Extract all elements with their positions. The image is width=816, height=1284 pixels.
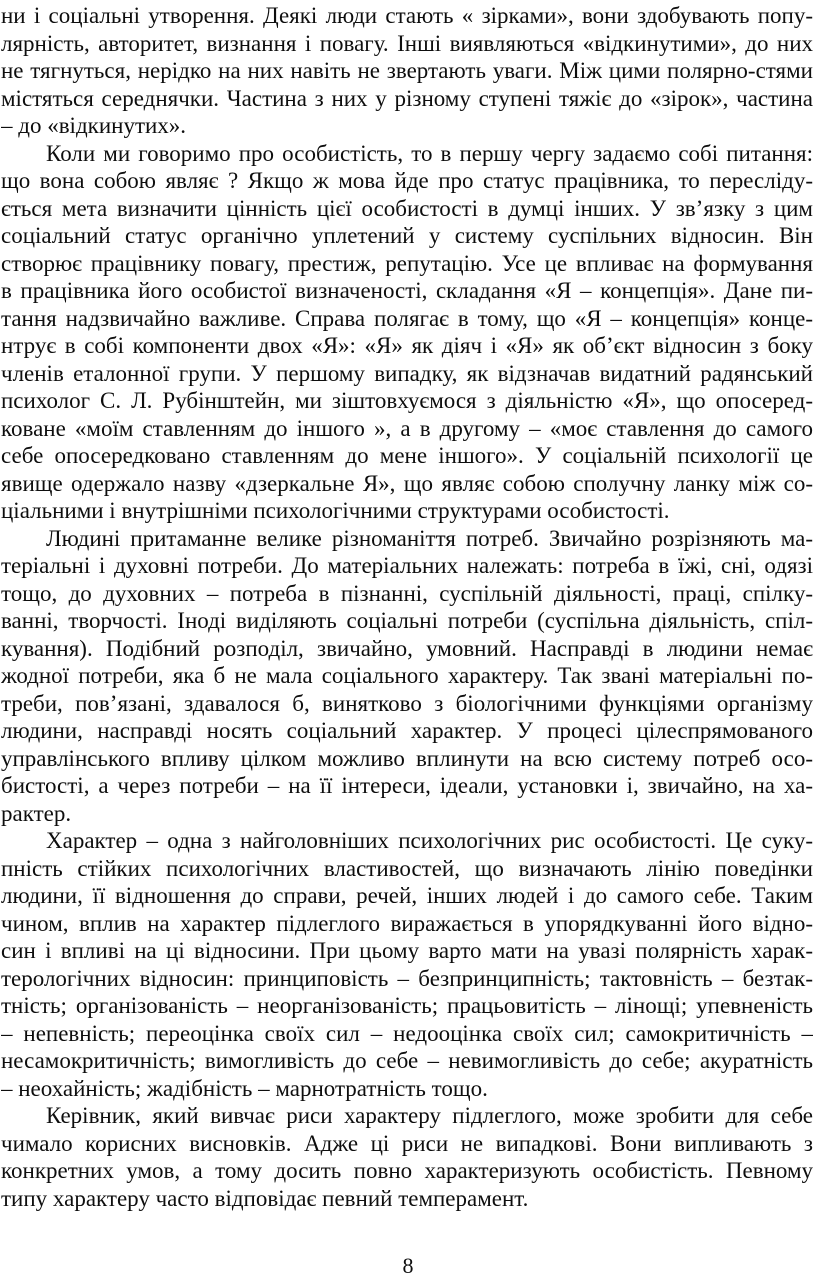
text-line: рактер. xyxy=(1,800,72,826)
text-line: управлінського впливу цілком можливо вплинути на всю систему потреб осо- xyxy=(1,745,813,771)
text-line: тність; організованість – неорганізованість; працьовитість – лінощі; упевненість xyxy=(1,993,813,1018)
paragraph xyxy=(1,2,813,140)
text-line: ціальними і внутрішніми психологічними структурами особистості. xyxy=(1,498,670,523)
text-line: що вона собою являє ? Якщо ж мова йде про статус працівника, то пересліду- xyxy=(1,168,813,193)
text-line: створює працівнику повагу, престиж, репутацію. Усе це впливає на формування xyxy=(1,250,813,276)
text-line: Керівник, який вивчає риси характеру підлеглого, може зробити для себе xyxy=(46,1103,813,1128)
text-line: психолог С. Л. Рубінштейн, ми зіштовхуємося з діяльністю «Я», що опосеред- xyxy=(1,388,813,413)
text-line: Характер – одна з найголовніших психологічних рис особистості. Це суку- xyxy=(46,828,813,853)
text-line: Коли ми говоримо про особистість, то в першу чергу задаємо собі питання: xyxy=(46,140,813,166)
paragraph xyxy=(1,1102,813,1212)
text-line: – неохайність; жадібність – марнотратність тощо. xyxy=(1,1075,488,1101)
text-line: жодної потреби, яка б не мала соціального характеру. Так звані матеріальні по- xyxy=(1,663,813,688)
text-line: себе опосередковано ставленням до мене іншого». У соціальній психології це xyxy=(1,443,813,468)
text-line: – до «відкинутих». xyxy=(1,113,187,138)
text-line: людини, її відношення до справи, речей, інших людей і до самого себе. Таким xyxy=(1,883,813,908)
text-line: в працівника його особистої визначеності, складання «Я – концепція». Дане пи- xyxy=(1,278,813,303)
text-line: пність стійких психологічних властивостей, що визначають лінію поведінки xyxy=(1,855,813,881)
text-line: теріальні і духовні потреби. До матеріальних належать: потреба в їжі, сні, одязі xyxy=(1,553,813,578)
text-line: несамокритичність; вимогливість до себе – невимогливість до себе; акуратність xyxy=(1,1048,813,1073)
text-line: чимало корисних висновків. Адже ці риси не випадкові. Вони випливають з xyxy=(1,1130,813,1156)
text-line: соціальний статус органічно уплетений у систему суспільних відносин. Він xyxy=(1,223,813,248)
text-line: – непевність; переоцінка своїх сил – недооцінка своїх сил; самокритичність – xyxy=(1,1020,813,1046)
text-line: людини, насправді носять соціальний характер. У процесі цілеспрямованого xyxy=(1,718,813,743)
text-line: ни і соціальні утворення. Деякі люди стають « зірками», вони здобувають попу- xyxy=(1,3,813,28)
text-line: чином, вплив на характер підлеглого виражається в упорядкуванні його відно- xyxy=(1,910,813,936)
text-line: типу характеру часто відповідає певний темперамент. xyxy=(1,1185,529,1211)
paragraph xyxy=(1,140,813,525)
page-footer xyxy=(0,1254,816,1278)
text-line: явище одержало назву «дзеркальне Я», що являє собою сполучну ланку між со- xyxy=(1,470,813,496)
text-line: ванні, творчості. Іноді виділяють соціальні потреби (суспільна діяльність, спіл- xyxy=(1,608,813,633)
text-line: син і впливі на ці відносини. При цьому варто мати на увазі полярність харак- xyxy=(1,938,813,963)
text-line: лярність, авторитет, визнання і повагу. Інші виявляються «відкинутими», до них xyxy=(1,30,813,56)
page-number: 8 xyxy=(402,1253,414,1278)
text-line: тощо, до духовних – потреба в пізнанні, суспільній діяльності, праці, спілку- xyxy=(1,580,813,606)
text-line: Людині притаманне велике різноманіття потреб. Звичайно розрізняють ма- xyxy=(46,525,813,551)
text-line: бистості, а через потреби – на її інтереси, ідеали, установки і, звичайно, на ха- xyxy=(1,773,813,798)
text-line: конкретних умов, а тому досить повно характеризують особистість. Певному xyxy=(1,1158,813,1183)
text-line: членів еталонної групи. У першому випадку, як відзначав видатний радянський xyxy=(1,360,813,386)
text-line: терологічних відносин: принциповість – безпринципність; тактовність – безтак- xyxy=(1,965,813,991)
text-line: треби, пов’язані, здавалося б, винятково з біологічними функціями організму xyxy=(1,690,813,716)
text-line: ється мета визначити цінність цієї особистості в думці інших. У зв’язку з цим xyxy=(1,195,813,221)
text-line: кування). Подібний розподіл, звичайно, умовний. Насправді в людини немає xyxy=(1,635,813,661)
text-line: містяться середнячки. Частина з них у різному ступені тяжіє до «зірок», частина xyxy=(1,85,813,111)
paragraph xyxy=(1,827,813,1102)
text-line: не тягнуться, нерідко на них навіть не звертають уваги. Між цими полярно-стями xyxy=(1,58,813,83)
text-line: нтрує в собі компоненти двох «Я»: «Я» як діяч і «Я» як об’єкт відносин з боку xyxy=(1,333,813,358)
text-line: тання надзвичайно важливе. Справа полягає в тому, що «Я – концепція» конце- xyxy=(1,305,813,331)
paragraph xyxy=(1,525,813,828)
text-block xyxy=(1,2,813,1212)
text-line: коване «моїм ставленням до іншого », а в другому – «моє ставлення до самого xyxy=(1,415,813,441)
